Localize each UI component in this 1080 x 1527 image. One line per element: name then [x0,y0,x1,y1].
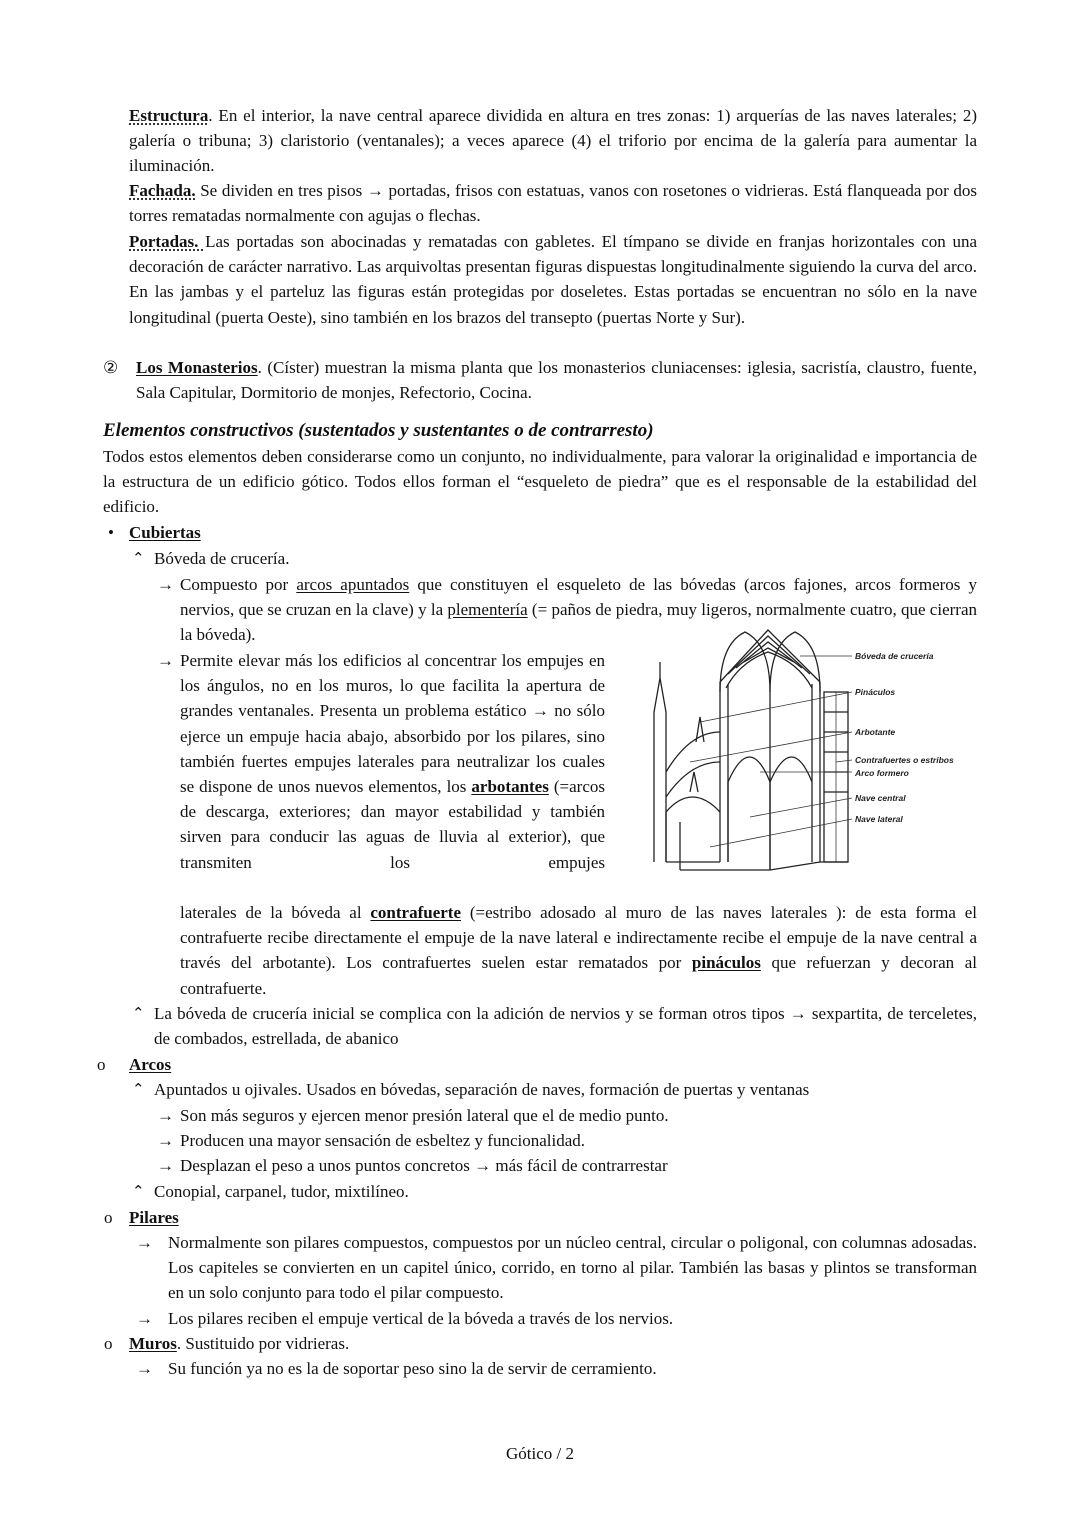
muros-arrow-marker: → [136,1359,153,1378]
apuntados-text: Apuntados u ojivales. Usados en bóvedas, separación de naves, formación de puertas y ventanas [154,1080,810,1099]
diagram-label: Nave lateral [855,814,903,824]
arcos-arrow-text: Desplazan el peso a unos puntos concretos → más fácil de contrarrestar [180,1156,668,1175]
arcos-apuntados-term: arcos apuntados [296,575,410,594]
arcos-arrow-text: Son más seguros y ejercen menor presión lateral que el de medio punto. [180,1106,669,1125]
apuntados-marker: ⌃ [132,1082,145,1098]
diagram-label: Nave central [855,793,906,803]
pilares-arrow-text: Los pilares reciben el empuje vertical de la bóveda a través de los nervios. [168,1309,674,1328]
pilares-bullet: o [104,1208,113,1227]
monasterios-label: Los Monasterios [136,358,258,377]
cubiertas-title: Cubiertas [129,523,201,542]
cubiertas-arrow1-marker: → [157,575,174,594]
arrow1-part: que constituyen el esqueleto de las bóvedas (arcos fajones, arcos formeros y nervios, que se cruzan en la clave) y la [180,575,977,620]
arrow2-part: que refuerzan y decoran al contrafuerte. [180,953,977,998]
arcos-arrow-text: Producen una mayor sensación de esbeltez y funcionalidad. [180,1131,586,1150]
pilares-arrow-marker: → [136,1309,153,1328]
boveda-complex-text: La bóveda de crucería inicial se complica con la adición de nervios y se forman otros tipos → sexpartita, de terceletes, de combados, estrellada, de abanico [154,1004,977,1049]
pilares-arrow-text: Normalmente son pilares compuestos, compuestos por un núcleo central, circular o poligonal, con columnas adosadas. Los capiteles se convierten en un capitel único, corrido, en torno al pilar. También las basas y plintos se transforman en un solo conjunto para todo el pilar compuesto. [168,1233,977,1303]
gothic-vault-diagram [640,622,980,880]
arbotantes-term: arbotantes [471,777,549,797]
fachada-paragraph [129,178,977,228]
pilares-title: Pilares [129,1208,179,1227]
muros-bullet: o [104,1334,113,1353]
muros-title: Muros [129,1334,177,1353]
arcos-title: Arcos [129,1055,172,1074]
diagram-label: Pináculos [855,687,896,697]
portadas-label: Portadas. [129,232,206,251]
boveda-marker: ⌃ [132,551,145,567]
muros-arrow-text: Su función ya no es la de soportar peso sino la de servir de cerramiento. [168,1359,657,1378]
portadas-paragraph [129,229,977,330]
fachada-label: Fachada. [129,181,196,200]
fachada-text: Se dividen en tres pisos → portadas, frisos con estatuas, vanos con rosetones o vidrieras. Está flanqueada por dos torres rematadas normalmente con agujas o flechas. [129,181,977,226]
arrow2-part: (=estribo adosado al muro de las naves laterales ): de esta forma el contrafuerte recibe directamente el empuje de la nave lateral e indirectamente recibe el empuje de la nave central a través del arbotante). Los contrafuertes suelen estar rematados por [180,903,977,973]
page-footer: Gótico / 2 [506,1444,574,1463]
portadas-text: Las portadas son abocinadas y rematadas con gabletes. El tímpano se divide en franjas horizontales con una decoración de carácter narrativo. Las arquivoltas presentan figuras dispuestas longitudinalmente siguiendo la curva del arco. En las jambas y el parteluz las figuras están protegidas por doseletes. Estas portadas se encuentran no sólo en la nave longitudinal (puerta Oeste), sino también en los brazos del transepto (puertas Norte y Sur). [129,232,977,327]
section-heading: Elementos constructivos (sustentados y sustentantes o de contrarresto) [103,420,654,441]
estructura-label: Estructura [129,106,209,125]
boveda-complex-marker: ⌃ [132,1006,145,1022]
diagram-label: Arco formero [855,768,909,778]
cubiertas-bullet: • [108,523,114,542]
muros-text: . Sustituido por vidrieras. [176,1334,350,1353]
conopial-marker: ⌃ [132,1184,145,1200]
pilares-arrow-marker: → [136,1233,153,1252]
pinaculos-term: pináculos [691,953,761,973]
cubiertas-arrow2-continuation [180,900,977,1001]
monasterios-marker: ② [103,358,119,377]
conopial-text: Conopial, carpanel, tudor, mixtilíneo. [154,1182,409,1201]
intro-paragraph: Todos estos elementos deben considerarse como un conjunto, no individualmente, para valorar la originalidad e importancia de la estructura de un edificio gótico. Todos ellos forman el “esqueleto de piedra” que es el responsable de la estabilidad del edificio. [103,447,977,517]
arrow2-part: laterales de la bóveda al [180,903,371,922]
boveda-text: Bóveda de crucería. [154,549,290,568]
estructura-text: . En el interior, la nave central aparece dividida en altura en tres zonas: 1) arquerías de las naves laterales; 2) galería o tribuna; 3) claristorio (ventanales); a veces aparece (4) el triforio por encima de la galería para aumentar la iluminación. [129,106,977,176]
cubiertas-arrow2-text [180,648,605,875]
arrow1-part: Compuesto por [180,575,297,594]
diagram-label: Contrafuertes o estribos [855,755,954,765]
arcos-arrow-marker: → [157,1106,174,1125]
monasterios-text: . (Císter) muestran la misma planta que los monasterios cluniacenses: iglesia, sacristía, claustro, fuente, Sala Capitular, Dormitorio de monjes, Refectorio, Cocina. [136,358,977,403]
arrow2-part: (=arcos de descarga, exteriores; dan mayor estabilidad y también sirven para conducir las aguas de lluvia al exterior), que transmiten los empujes [180,777,605,872]
monasterios-paragraph [136,355,977,405]
plementeria-term: plementería [447,600,528,620]
arcos-arrow-marker: → [157,1131,174,1150]
diagram-label: Arbotante [855,727,896,737]
muros-line [129,1331,349,1356]
arcos-bullet: o [97,1055,106,1074]
cubiertas-arrow2-marker: → [157,651,174,670]
arcos-arrow-marker: → [157,1156,174,1175]
arrow2-part: Permite elevar más los edificios al concentrar los empujes en los ángulos, no en los muros, lo que facilita la apertura de grandes ventanales. Presenta un problema estático → no sólo ejerce un empuje hacia abajo, absorbido por los pilares, sino también fuertes empujes laterales para neutralizar los cuales se dispone de unos nuevos elementos, los [180,651,605,797]
diagram-label: Bóveda de crucería [855,651,934,661]
contrafuerte-term: contrafuerte [370,903,462,922]
arrow1-part: (= paños de piedra, muy ligeros, normalmente cuatro, que cierran la bóveda). [180,600,977,645]
estructura-paragraph [129,103,977,179]
